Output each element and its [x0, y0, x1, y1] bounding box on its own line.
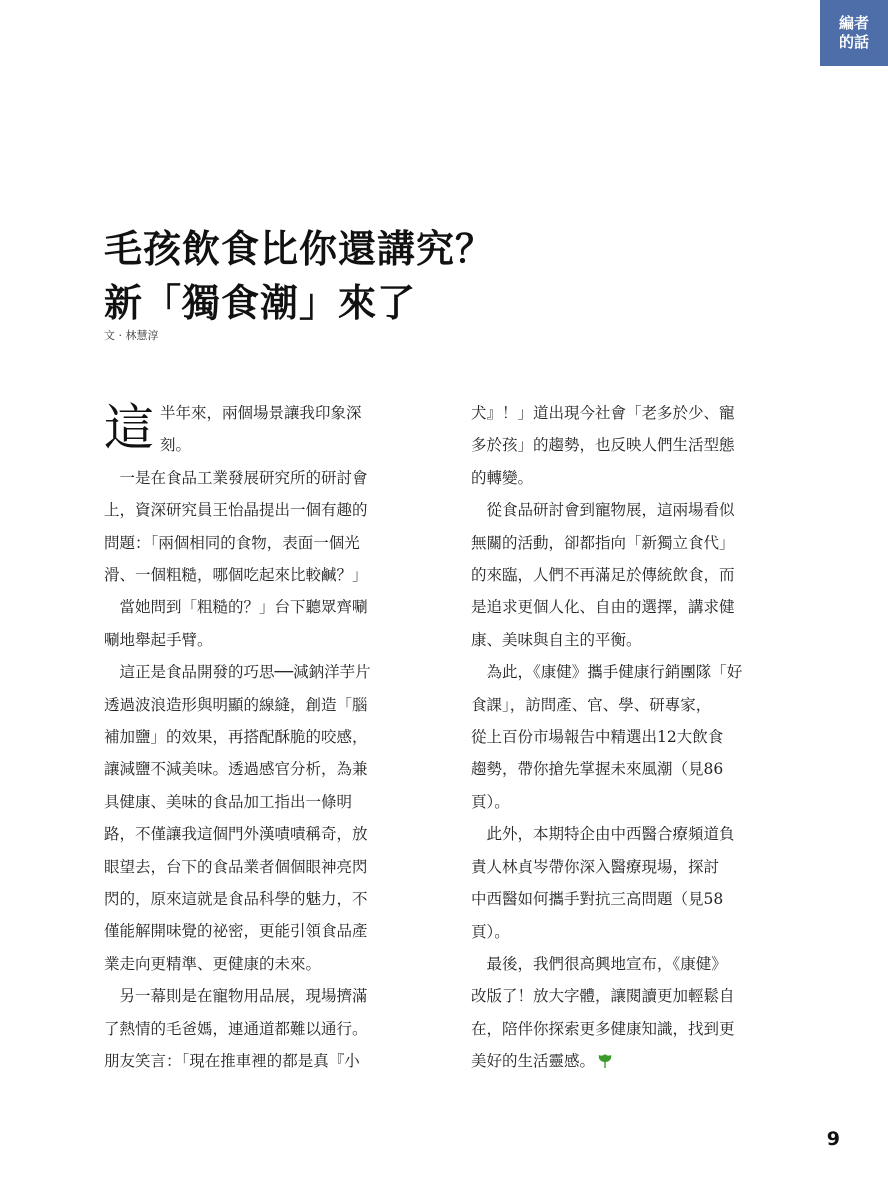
byline: 文 · 林慧淳 [104, 329, 159, 342]
text-line: 美好的生活靈感。 [471, 1045, 789, 1077]
text-line: 閃的，原來這就是食品科學的魅力，不 [104, 890, 368, 909]
text-line: 頁）。 [471, 792, 510, 811]
section-tab [820, 0, 888, 66]
text-line: 僅能解開味覺的祕密，更能引領食品產 [104, 922, 368, 941]
text-line: 眼望去，台下的食品業者個個眼神亮閃 [104, 857, 368, 876]
text-line: 犬』！」道出現今社會「老多於少、寵 [471, 404, 735, 422]
text-line: 一是在食品工業發展研究所的研討會 [104, 468, 368, 487]
drop-cap: 這 [104, 399, 154, 457]
text-line: 唰地舉起手臂。 [104, 630, 213, 649]
ginkgo-leaf-icon [597, 1053, 613, 1069]
section-tab-line2: 的話 [838, 33, 869, 51]
text-line: 責人林貞岑帶你深入醫療現場，探討 [471, 857, 720, 876]
text-line: 頁）。 [471, 922, 510, 941]
text-line: 路，不僅讓我這個門外漢嘖嘖稱奇，放 [104, 825, 368, 844]
text-line: 的來臨，人們不再滿足於傳統飲食，而 [471, 566, 735, 585]
dropcap-line-2: 刻。 [160, 436, 192, 455]
article-title [104, 222, 494, 330]
text-line: 問題：「兩個相同的食物，表面一個光 [104, 533, 360, 552]
text-line: 補加鹽」的效果，再搭配酥脆的咬感， [104, 728, 368, 747]
text-line: 食課」，訪問產、官、學、研專家， [471, 695, 712, 714]
text-line: 在，陪伴你探索更多健康知識，找到更 [471, 1019, 735, 1038]
text-line: 透過波浪造形與明顯的線縫，創造「腦 [104, 695, 368, 714]
text-line: 當她問到「粗糙的？」台下聽眾齊唰 [104, 598, 368, 617]
text-line: 趨勢，帶你搶先掌握未來風潮（見86 [471, 760, 724, 779]
text-line: 上，資深研究員王怡晶提出一個有趣的 [104, 501, 368, 520]
text-line: 滑、一個粗糙，哪個吃起來比較鹹？」 [104, 566, 368, 585]
right-column [471, 397, 789, 1078]
dropcap-line-1: 半年來，兩個場景讓我印象深 [160, 404, 362, 422]
text-line: 具健康、美味的食品加工指出一條明 [104, 792, 353, 811]
text-line: 無關的活動，卻都指向「新獨立食代」 [471, 533, 735, 552]
text-line: 讓減鹽不減美味。透過感官分析，為兼 [104, 760, 368, 779]
text-line: 的轉變。 [471, 468, 534, 487]
left-column-text [104, 462, 422, 1078]
text-line: 這正是食品開發的巧思──減鈉洋芋片 [104, 663, 371, 682]
page-number: 9 [826, 1128, 840, 1150]
left-column [104, 397, 422, 1078]
text-line: 改版了！放大字體，讓閱讀更加輕鬆自 [471, 987, 735, 1006]
text-line: 為此，《康健》攜手健康行銷團隊「好 [471, 663, 743, 682]
text-line: 多於孩」的趨勢，也反映人們生活型態 [471, 436, 735, 455]
text-line: 最後，我們很高興地宣布，《康健》 [471, 954, 727, 973]
text-line: 中西醫如何攜手對抗三高問題（見58 [471, 890, 724, 909]
text-line: 從上百份市場報告中精選出12大飲食 [471, 728, 724, 747]
dropcap-block [104, 397, 422, 462]
text-line: 從食品研討會到寵物展，這兩場看似 [471, 501, 735, 520]
section-tab-line1: 編者 [838, 14, 869, 32]
title-line-1: 毛孩飲食比你還講究？ [104, 227, 495, 271]
text-line: 業走向更精準、更健康的未來。 [104, 954, 322, 973]
right-column-text [471, 397, 789, 1078]
text-line: 此外，本期特企由中西醫合療頻道負 [471, 825, 735, 844]
text-line: 康、美味與自主的平衡。 [471, 630, 642, 649]
text-line: 了熱情的毛爸媽，連通道都難以通行。 [104, 1019, 368, 1038]
text-line: 朋友笑言：「現在推車裡的都是真『小 [104, 1052, 360, 1071]
text-line: 是追求更個人化、自由的選擇，講求健 [471, 598, 735, 617]
text-line: 另一幕則是在寵物用品展，現場擠滿 [104, 987, 368, 1006]
title-line-2: 新「獨食潮」來了 [104, 281, 417, 325]
